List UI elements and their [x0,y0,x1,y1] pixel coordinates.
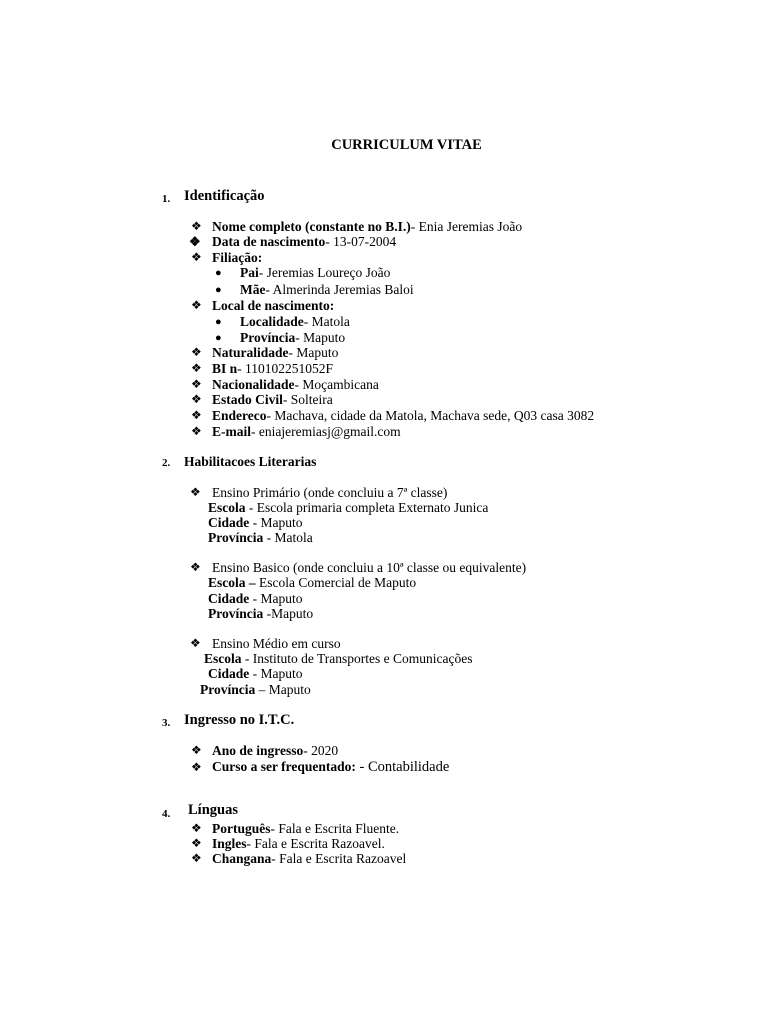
education-city [208,515,303,531]
diamond-bullet-icon: ❖ [191,361,202,375]
field-father [240,265,390,281]
field-value: - Machava, cidade da Matola, Machava sede, Q03 casa 3082 [266,408,595,423]
field-label: Cidade [208,666,250,681]
field-value: - eniajeremiasj@gmail.com [251,424,401,439]
field-value: - Maputo [249,666,303,681]
education-province [200,682,311,698]
field-label: Província [240,330,296,345]
field-value: - Moçambicana [294,377,379,392]
section-heading: Ingresso no I.T.C. [184,712,295,728]
diamond-bullet-icon: ❖ [190,636,201,650]
field-value: - Maputo [249,591,303,606]
diamond-bullet-icon: ❖ [191,836,202,850]
field-value: - Maputo [288,345,339,360]
field-label: Localidade [240,314,304,329]
dot-bullet-icon: ● [215,332,222,344]
field-value: - Maputo [295,330,346,345]
field-province [240,330,345,346]
field-birth-date [212,234,396,250]
field-value: - Jeremias Loureço João [258,265,391,280]
education-province [208,606,313,622]
field-value: - Contabilidade [355,759,450,775]
field-label: Estado Civil [212,392,283,407]
section-number: 4. [162,808,171,820]
field-label: Nome completo (constante no B.I.) [212,219,411,234]
field-bi-number [212,361,333,377]
field-label: BI n [212,361,238,376]
diamond-bullet-icon: ❖ [191,345,202,359]
field-value: - 110102251052F [237,361,334,376]
education-province [208,530,313,546]
dot-bullet-icon: ● [215,316,222,328]
field-value: - Fala e Escrita Fluente. [270,821,400,836]
field-value: Escola Comercial de Maputo [255,575,417,590]
field-value: - Solteira [282,392,333,407]
field-value: - Matola [303,314,350,329]
diamond-bullet-icon: ❖ [190,485,201,499]
diamond-bullet-icon: ❖ [191,424,202,438]
field-label: Cidade [208,591,250,606]
field-nationality [212,377,379,393]
field-value: - Escola primaria completa Externato Junica [245,500,489,515]
field-label: Curso a ser frequentado: [212,759,356,774]
field-label: Província [208,530,264,545]
field-label: Filiação: [212,250,263,265]
diamond-bullet-icon: ❖ [191,821,202,835]
diamond-bullet-icon: ❖ [191,298,202,312]
field-label: Escola [208,500,246,515]
education-title: Ensino Médio em curso [212,636,341,651]
field-value: - Almerinda Jeremias Baloi [265,282,414,297]
field-label: Província [200,682,256,697]
diamond-bullet-icon: ❖ [191,408,202,422]
field-label: Pai [240,265,259,280]
field-value: - Instituto de Transportes e Comunicações [241,651,473,666]
field-label: Mãe [240,282,266,297]
diamond-bullet-icon: ❖ [191,377,202,391]
language-changana [212,851,406,867]
diamond-bullet-icon: ❖ [191,851,202,865]
field-value: - Matola [263,530,313,545]
diamond-bullet-icon: ❖ [190,560,201,574]
field-civil-status [212,392,333,408]
field-label: Data de nascimento [212,234,326,249]
field-label: Escola [204,651,242,666]
field-naturality [212,345,338,361]
education-school [204,651,473,667]
field-email [212,424,401,440]
field-label: Local de nascimento: [212,298,335,313]
diamond-bullet-icon: ❖ [191,760,202,774]
section-number: 2. [162,457,171,469]
page-title: CURRICULUM VITAE [331,137,482,153]
field-locality [240,314,350,330]
diamond-bullet-icon: ❖ [191,743,202,757]
section-heading: Identificação [184,188,265,204]
dot-bullet-icon: ● [215,284,222,296]
field-label: Changana [212,851,272,866]
field-label: Naturalidade [212,345,289,360]
field-label: Província [208,606,264,621]
field-label: Nacionalidade [212,377,295,392]
field-value: - Fala e Escrita Razoavel. [246,836,385,851]
field-value: - 2020 [303,743,339,758]
field-value: -Maputo [263,606,314,621]
field-label: Escola – [208,575,256,590]
field-value: – Maputo [255,682,311,697]
education-city [208,591,303,607]
field-label: Endereco [212,408,267,423]
language-portuguese [212,821,399,837]
field-label: Português [212,821,271,836]
diamond-bullet-icon: ❖ [191,392,202,406]
field-value: - Enia Jeremias João [410,219,523,234]
field-course [212,759,449,776]
field-full-name [212,219,522,235]
field-label: E-mail [212,424,251,439]
language-english [212,836,385,852]
field-value: - 13-07-2004 [325,234,397,249]
dot-bullet-icon: ● [215,267,222,279]
field-label: Ano de ingresso [212,743,304,758]
field-address [212,408,594,424]
education-title: Ensino Basico (onde concluiu a 10ª classe ou equivalente) [212,560,527,575]
section-number: 3. [162,717,171,729]
field-admission-year [212,743,338,759]
diamond-bullet-icon: ❖ [191,250,202,264]
section-heading: Línguas [188,802,238,818]
field-label: Cidade [208,515,250,530]
field-mother [240,282,414,298]
education-title: Ensino Primário (onde concluiu a 7ª classe) [212,485,448,500]
diamond-bullet-icon: ❖ [189,234,201,249]
section-number: 1. [162,193,171,205]
field-value: - Fala e Escrita Razoavel [271,851,407,866]
field-label: Ingles [212,836,247,851]
education-city [208,666,303,682]
section-heading: Habilitacoes Literarias [184,454,317,469]
field-value: - Maputo [249,515,303,530]
diamond-bullet-icon: ❖ [191,219,202,233]
field-birthplace [212,298,334,314]
education-school [208,500,488,516]
field-filiation [212,250,262,266]
education-school [208,575,416,591]
